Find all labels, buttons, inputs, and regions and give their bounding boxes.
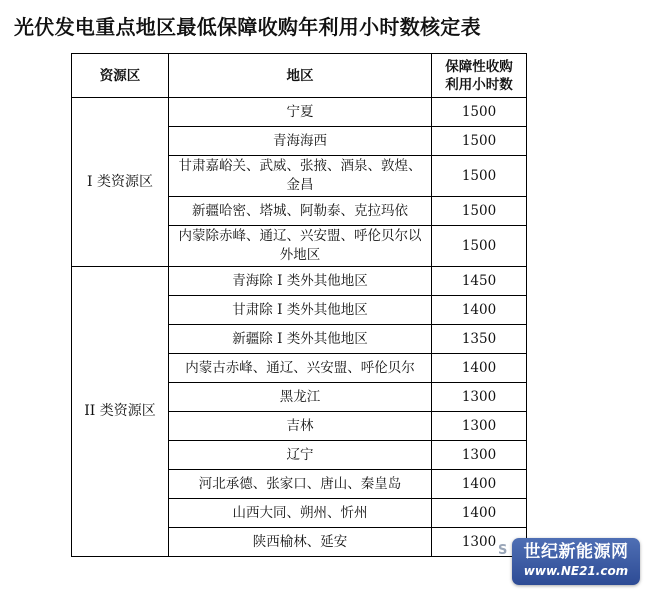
hours-cell: 1300: [432, 441, 527, 470]
zone-cell-class-1: I 类资源区: [72, 98, 169, 267]
page-title: 光伏发电重点地区最低保障收购年利用小时数核定表: [14, 15, 481, 39]
header-hours-line2: 利用小时数: [445, 76, 513, 93]
region-cell: 宁夏: [169, 98, 432, 127]
hours-cell: 1300: [432, 528, 527, 557]
region-cell: 新疆哈密、塔城、阿勒泰、克拉玛依: [169, 197, 432, 226]
table-row: [72, 267, 527, 296]
region-cell: 黑龙江: [169, 383, 432, 412]
region-cell: 青海海西: [169, 127, 432, 156]
region-cell: 陕西榆林、延安: [169, 528, 432, 557]
region-cell: 内蒙古赤峰、通辽、兴安盟、呼伦贝尔: [169, 354, 432, 383]
region-cell: 甘肃除 I 类外其他地区: [169, 296, 432, 325]
hours-cell: 1450: [432, 267, 527, 296]
header-zone: 资源区: [72, 54, 169, 98]
watermark-mark: S: [498, 543, 508, 558]
table-header-row: [72, 54, 527, 98]
table-row: [72, 98, 527, 127]
site-watermark-logo: [512, 538, 640, 585]
hours-cell: 1400: [432, 354, 527, 383]
watermark-url: www.NE21.com: [523, 564, 629, 578]
header-region: 地区: [169, 54, 432, 98]
region-cell: 山西大同、朔州、忻州: [169, 499, 432, 528]
region-cell: 甘肃嘉峪关、武威、张掖、酒泉、敦煌、金昌: [169, 156, 432, 197]
region-cell: 青海除 I 类外其他地区: [169, 267, 432, 296]
utilization-hours-table: [71, 53, 527, 557]
region-cell: 辽宁: [169, 441, 432, 470]
hours-cell: 1400: [432, 296, 527, 325]
header-hours-line1: 保障性收购: [445, 58, 513, 75]
hours-cell: 1500: [432, 226, 527, 267]
region-cell: 河北承德、张家口、唐山、秦皇岛: [169, 470, 432, 499]
hours-cell: 1500: [432, 127, 527, 156]
header-hours: [432, 54, 527, 98]
region-cell: 新疆除 I 类外其他地区: [169, 325, 432, 354]
hours-cell: 1400: [432, 499, 527, 528]
zone-cell-class-2: II 类资源区: [72, 267, 169, 557]
hours-cell: 1400: [432, 470, 527, 499]
hours-cell: 1500: [432, 156, 527, 197]
region-cell: 内蒙除赤峰、通辽、兴安盟、呼伦贝尔以外地区: [169, 226, 432, 267]
watermark-site-name: 世纪新能源网: [523, 542, 629, 562]
hours-cell: 1300: [432, 383, 527, 412]
hours-cell: 1500: [432, 98, 527, 127]
region-cell: 吉林: [169, 412, 432, 441]
hours-cell: 1500: [432, 197, 527, 226]
hours-cell: 1300: [432, 412, 527, 441]
hours-cell: 1350: [432, 325, 527, 354]
